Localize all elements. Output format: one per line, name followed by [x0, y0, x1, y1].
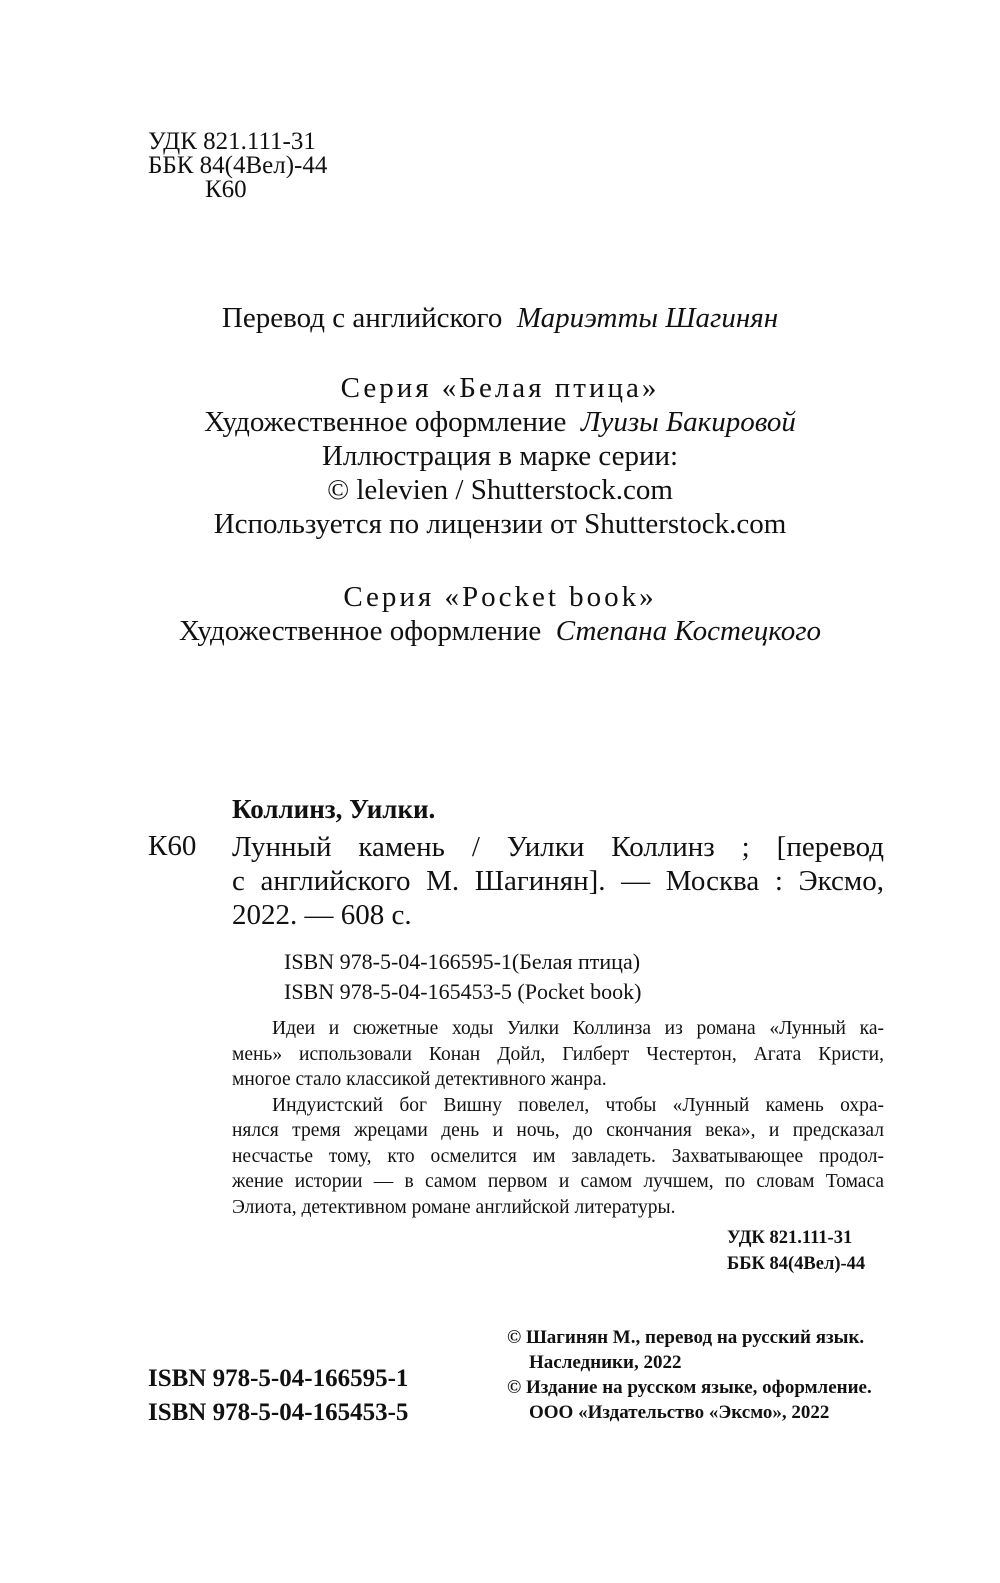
design-author: Луизы Бакировой: [580, 406, 796, 438]
bib-line: 2022. — 608 с.: [232, 899, 412, 931]
bib-cipher: К60: [148, 830, 197, 862]
translation-credit: [0, 301, 1000, 335]
illustration-credit: © lelevien / Shutterstock.com: [327, 474, 673, 506]
isbn-entry: ISBN 978-5-04-166595-1(Белая птица): [284, 949, 641, 974]
annotation-line: Индуистский бог Вишну повелел, чтобы «Лунный камень охра-: [272, 1094, 884, 1116]
copyright-line: ООО «Издательство «Эксмо», 2022: [529, 1402, 830, 1423]
annotation-line: жение истории — в самом первом и самом лучшем, по словам Томаса: [232, 1171, 884, 1192]
isbn-bottom: [148, 1362, 408, 1430]
design-label: Художественное оформление: [178, 615, 542, 647]
copyright-line: © Издание на русском языке, оформление.: [507, 1377, 872, 1398]
annotation-line: мень» использовали Конан Дойл, Гилберт Честертон, Агата Кристи,: [232, 1043, 884, 1065]
bib-line: Лунный камень / Уилки Коллинз ; [перевод: [232, 831, 884, 863]
series-white-bird: [0, 371, 1000, 541]
isbn-list: [284, 947, 641, 1007]
annotation-line: Элиота, детективном романе английской литературы.: [232, 1196, 676, 1218]
bbk-code: ББК 84(4Вел)-44: [727, 1254, 866, 1274]
bbk-code: ББК 84(4Вел)-44: [148, 152, 328, 179]
series-pocket-book: [0, 580, 1000, 648]
design-label: Художественное оформление: [204, 406, 567, 438]
bib-line: с английского М. Шагинян]. — Москва : Эксмо,: [232, 865, 884, 897]
license-note: Используется по лицензии от Shutterstock.com: [213, 508, 787, 540]
design-credit: [0, 405, 1000, 439]
design-author: Степана Костецкого: [555, 615, 822, 647]
udk-code: УДК 821.111-31: [148, 128, 316, 155]
translator-name: Мариэтты Шагинян: [516, 302, 779, 334]
classification-codes-bottom: [727, 1225, 865, 1277]
author-cipher: К60: [205, 176, 247, 203]
annotation-line: многое стало классикой детективного жанра.: [232, 1069, 607, 1090]
copyright-line: © Шагинян М., перевод на русский язык.: [507, 1327, 865, 1348]
isbn-entry: ISBN 978-5-04-165453-5 (Pocket book): [284, 979, 642, 1004]
isbn-entry: ISBN 978-5-04-165453-5: [148, 1399, 409, 1426]
translation-label: Перевод с английского: [221, 302, 503, 334]
series-title: Серия «Белая птица»: [340, 372, 660, 404]
illustration-label: Иллюстрация в марке серии:: [321, 440, 679, 472]
design-credit: [0, 614, 1000, 648]
annotation-line: Идеи и сюжетные ходы Уилки Коллинза из романа «Лунный ка-: [272, 1018, 884, 1039]
annotation-line: несчастье тому, кто осмелится им завладеть. Захватывающее продол-: [232, 1145, 884, 1167]
bib-description: [232, 830, 884, 932]
copyright-block: [507, 1325, 872, 1425]
copyright-line: Наследники, 2022: [529, 1352, 682, 1373]
classification-codes-top: [148, 130, 327, 202]
annotation-line: нялся тремя жрецами день и ночь, до скончания века», и предсказал: [232, 1120, 884, 1141]
isbn-entry: ISBN 978-5-04-166595-1: [148, 1365, 409, 1392]
annotation: [232, 1016, 884, 1220]
series-title: Серия «Pocket book»: [343, 581, 657, 613]
bib-author: Коллинз, Уилки.: [232, 794, 436, 824]
udk-code: УДК 821.111-31: [727, 1228, 853, 1248]
